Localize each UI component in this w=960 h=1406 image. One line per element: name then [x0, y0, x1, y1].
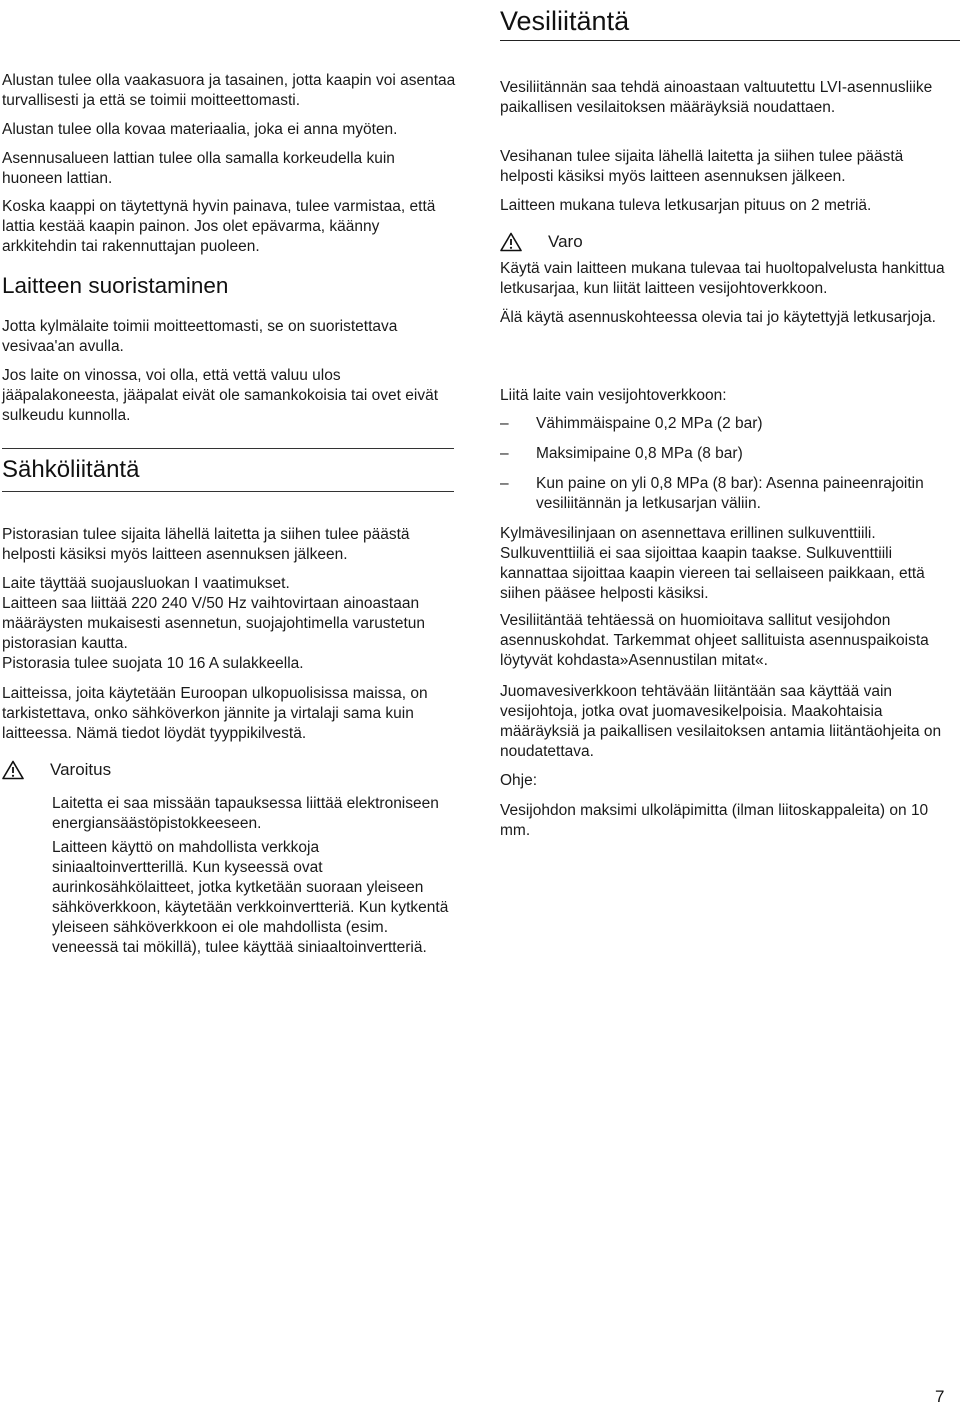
warning-triangle-icon [2, 760, 24, 780]
note-text: Vesijohdon maksimi ulkoläpimitta (ilman liitoskappaleita) on 10 mm. [500, 802, 929, 839]
list-item-text: Vähimmäispaine 0,2 MPa (2 bar) [536, 415, 763, 432]
levelling-heading: Laitteen suoristaminen [2, 273, 229, 298]
water-paragraph-3: Laitteen mukana tuleva letkusarjan pituus on 2 metriä. [500, 197, 872, 214]
electric-paragraph-3: Laitteissa, joita käytetään Euroopan ulkopuolisissa maissa, on tarkistettava, onko sähköverkon jännite ja virtalaji sama kuin laitteessa. Nämä tiedot löydät tyyppikilvestä. [2, 685, 428, 742]
warning-paragraph-2: Laitteen käyttö on mahdollista verkkoja siniaaltoinvertterillä. Kun kyseessä ovat aurinkosähkölaitteet, jotka kytketään suoraan yleiseen sähköverkkoon, käytetään verkkoinvertteriä. Kun kytkentä yleiseen sähköverkkoon ei ole mahdollista (esim. veneessä tai mökillä), tulee käyttää siniaaltoinvertteriä. [52, 839, 449, 956]
caution-label: Varo [548, 232, 583, 251]
electric-line-fuse: Pistorasia tulee suojata 10 16 A sulakkeella. [2, 655, 304, 672]
caution-paragraph-2: Älä käytä asennuskohteessa olevia tai jo käytettyjä letkusarjoja. [500, 309, 936, 326]
intro-paragraph-3: Asennusalueen lattian tulee olla samalla korkeudella kuin huoneen lattian. [2, 150, 395, 187]
dash-bullet: – [500, 445, 509, 462]
warning-paragraph-1: Laitetta ei saa missään tapauksessa liittää elektroniseen energiansäästöpistokkeeseen. [52, 795, 439, 832]
warning-label: Varoitus [50, 760, 112, 779]
warning-block [2, 758, 458, 958]
drinking-water-paragraph: Juomavesiverkkoon tehtävään liitäntään saa käyttää vain vesijohtoja, jotka ovat juomavesikelpoisia. Maakohtaisia määräyksiä ja paikallisen vesilaitoksen antamia liitäntäohjeita on noudatettava. [500, 683, 942, 760]
warning-triangle-icon [500, 232, 522, 252]
pressure-list [500, 414, 950, 514]
intro-paragraph-2: Alustan tulee olla kovaa materiaalia, joka ei anna myöten. [2, 121, 398, 138]
list-item-text: Maksimipaine 0,8 MPa (8 bar) [536, 445, 743, 462]
electric-heading: Sähköliitäntä [2, 448, 454, 492]
electric-line-class: Laite täyttää suojausluokan I vaatimukset. [2, 575, 290, 592]
note-label: Ohje: [500, 772, 538, 789]
list-item [500, 444, 950, 464]
dash-bullet: – [500, 475, 509, 492]
warning-body [2, 794, 458, 958]
water-paragraph-1: Vesiliitännän saa tehdä ainoastaan valtuutettu LVI-asennusliike paikallisen vesilaitoksen määräyksiä noudattaen. [500, 79, 933, 116]
list-item [500, 474, 950, 514]
levelling-paragraph-1: Jotta kylmälaite toimii moitteettomasti, se on suoristettava vesivaa'an avulla. [2, 318, 398, 355]
placement-paragraph: Vesiliitäntää tehtäessä on huomioitava sallitut vesijohdon asennuskohdat. Tarkemmat ohjeet sallituista asennuspaikoista löytyvät kohdasta»Asennustilan mitat«. [500, 612, 929, 669]
valve-paragraph: Kylmävesilinjaan on asennettava erillinen sulkuventtiili. Sulkuventtiiliä ei saa sijoittaa kaapin taakse. Sulkuventtiili kannattaa sijoittaa kaapin viereen tai sellaiseen paikkaan, että siihen pääsee helposti käsiksi. [500, 525, 925, 602]
list-item [500, 414, 950, 434]
electric-paragraph-1: Pistorasian tulee sijaita lähellä laitetta ja siihen tulee päästä helposti käsiksi myös laitteen asennuksen jälkeen. [2, 526, 410, 563]
water-paragraph-2: Vesihanan tulee sijaita lähellä laitetta ja siihen tulee päästä helposti käsiksi myös laitteen asennuksen jälkeen. [500, 148, 904, 185]
page-number: 7 [935, 1387, 945, 1406]
intro-paragraph-4: Koska kaappi on täytettynä hyvin painava, tulee varmistaa, että lattia kestää kaapin painon. Jos olet epävarma, käänny arkkitehdin tai rakennuttajan puoleen. [2, 198, 436, 255]
intro-paragraph-1: Alustan tulee olla vaakasuora ja tasainen, jotta kaapin voi asentaa turvallisesti ja että se toimii moitteettomasti. [2, 72, 456, 109]
connect-intro: Liitä laite vain vesijohtoverkkoon: [500, 387, 727, 404]
electric-paragraph-2 [2, 574, 458, 674]
caution-header [500, 230, 950, 254]
dash-bullet: – [500, 415, 509, 432]
electric-line-voltage: Laitteen saa liittää 220 240 V/50 Hz vaihtovirtaan ainoastaan määräysten mukaisesti asennetun, suojajohtimella varustetun pistorasian kautta. [2, 595, 426, 652]
caution-block [500, 230, 950, 328]
warning-header [2, 758, 458, 782]
caution-paragraph-1: Käytä vain laitteen mukana tulevaa tai huoltopalvelusta hankittua letkusarjaa, kun liität laitteen vesijohtoverkkoon. [500, 260, 945, 297]
section-title: Vesiliitäntä [500, 6, 630, 36]
levelling-paragraph-2: Jos laite on vinossa, voi olla, että vettä valuu ulos jääpalakoneesta, jääpalat eivät ole samankokoisia tai ovet eivät sulkeudu kunnolla. [2, 367, 438, 424]
header-rule [500, 40, 960, 41]
list-item-text: Kun paine on yli 0,8 MPa (8 bar): Asenna paineenrajoitin vesiliitännän ja letkusarjan väliin. [536, 475, 924, 512]
